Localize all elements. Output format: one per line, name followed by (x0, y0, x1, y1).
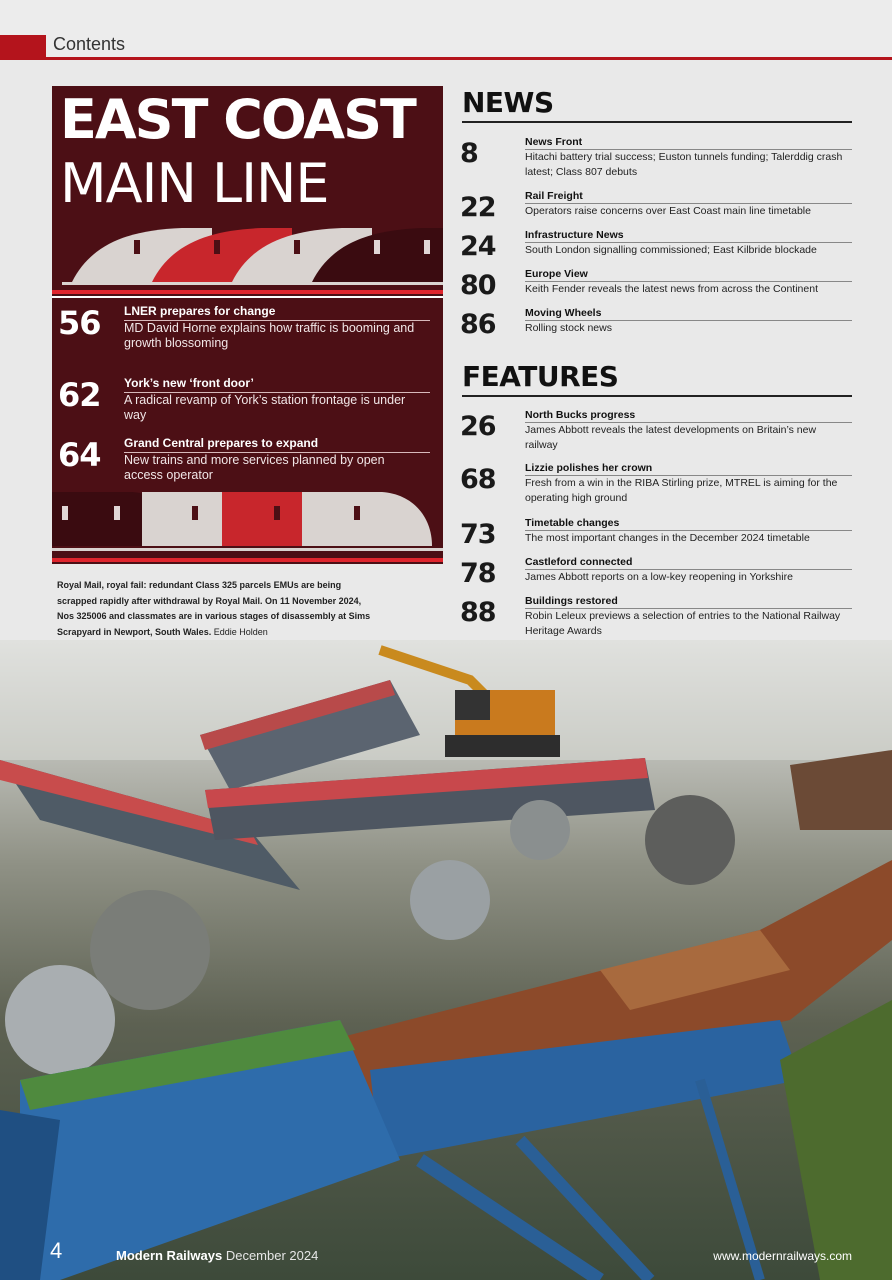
features-heading: FEATURES (462, 360, 619, 393)
ecml-item-page: 62 (58, 376, 101, 414)
news-item-page: 80 (460, 270, 496, 301)
news-item-desc: Operators raise concerns over East Coast main line timetable (525, 205, 811, 217)
news-item-page: 8 (460, 138, 478, 169)
ecml-title-line2: MAIN LINE (60, 152, 329, 215)
news-item-title: Europe View (525, 268, 852, 282)
ecml-divider-white-top (52, 296, 443, 298)
ecml-item-desc: New trains and more services planned by open access operator (124, 453, 385, 482)
features-item-desc: The most important changes in the December 2024 timetable (525, 532, 810, 544)
news-item-page: 22 (460, 192, 496, 223)
page-header (0, 0, 892, 60)
news-item-page: 24 (460, 231, 496, 262)
ecml-title-line1: EAST COAST (60, 88, 415, 151)
features-item-title: Lizzie polishes her crown (525, 462, 852, 476)
scrapyard-photo (0, 640, 892, 1280)
news-item-desc: Hitachi battery trial success; Euston tunnels funding; Talerddig crash latest; Class 807 debuts (525, 151, 843, 178)
features-item-page: 73 (460, 519, 496, 550)
news-heading-rule (462, 121, 852, 123)
ecml-feature-box (52, 86, 443, 564)
footer-issue-date: December 2024 (225, 1248, 319, 1263)
ecml-item-title: LNER prepares for change (124, 304, 430, 321)
features-item-page: 88 (460, 597, 496, 628)
header-red-tab (0, 35, 46, 57)
features-item-desc: Fresh from a win in the RIBA Stirling prize, MTREL is aiming for the operating high ground (525, 477, 838, 504)
ecml-item-page: 56 (58, 304, 101, 342)
news-item-title: Moving Wheels (525, 307, 852, 321)
news-item-title: News Front (525, 136, 852, 150)
train-graphic-top (52, 222, 443, 290)
ecml-item-desc: MD David Horne explains how traffic is booming and growth blossoming (124, 321, 415, 350)
features-item-desc: Robin Leleux previews a selection of entries to the National Railway Heritage Awards (525, 610, 841, 637)
footer-magazine (116, 1248, 318, 1263)
features-item-title: North Bucks progress (525, 409, 852, 423)
ecml-divider-red-top (52, 290, 443, 294)
news-item-title: Rail Freight (525, 190, 852, 204)
features-item-page: 78 (460, 558, 496, 589)
ecml-divider-red-bottom (52, 558, 443, 562)
features-item-desc: James Abbott reports on a low-key reopening in Yorkshire (525, 571, 793, 583)
features-item-page: 68 (460, 464, 496, 495)
caption-text: Royal Mail, royal fail: redundant Class 325 parcels EMUs are being scrapped rapidly after withdrawal by Royal Mail. On 11 November 2024, Nos 325006 and classmates are in various stages of disassembly at Sims Scrapyard in Newport, South Wales. (57, 580, 371, 637)
news-item-desc: Keith Fender reveals the latest news from across the Continent (525, 283, 818, 295)
caption-credit: Eddie Holden (213, 626, 268, 637)
header-rule (0, 57, 892, 60)
features-item-page: 26 (460, 411, 496, 442)
features-item-title: Castleford connected (525, 556, 852, 570)
photo-caption (57, 578, 377, 640)
footer-magazine-name: Modern Railways (116, 1248, 223, 1263)
ecml-item-title: Grand Central prepares to expand (124, 436, 430, 453)
features-item-title: Timetable changes (525, 517, 852, 531)
news-item-desc: Rolling stock news (525, 322, 612, 334)
news-item-title: Infrastructure News (525, 229, 852, 243)
features-item-desc: James Abbott reveals the latest developments on Britain’s new railway (525, 424, 817, 451)
scrapyard-illustration (0, 640, 892, 1280)
ecml-item-desc: A radical revamp of York’s station frontage is under way (124, 393, 406, 422)
news-heading: NEWS (462, 86, 554, 119)
footer-url[interactable]: www.modernrailways.com (713, 1249, 852, 1263)
ecml-item-page: 64 (58, 436, 101, 474)
ecml-item-title: York’s new ‘front door’ (124, 376, 430, 393)
features-item-title: Buildings restored (525, 595, 852, 609)
news-item-desc: South London signalling commissioned; East Kilbride blockade (525, 244, 817, 256)
section-label: Contents (53, 34, 126, 54)
train-nose-8 (302, 492, 432, 546)
train-graphic-bottom (52, 486, 443, 558)
footer-page-number: 4 (50, 1238, 63, 1263)
news-item-page: 86 (460, 309, 496, 340)
features-heading-rule (462, 395, 852, 397)
